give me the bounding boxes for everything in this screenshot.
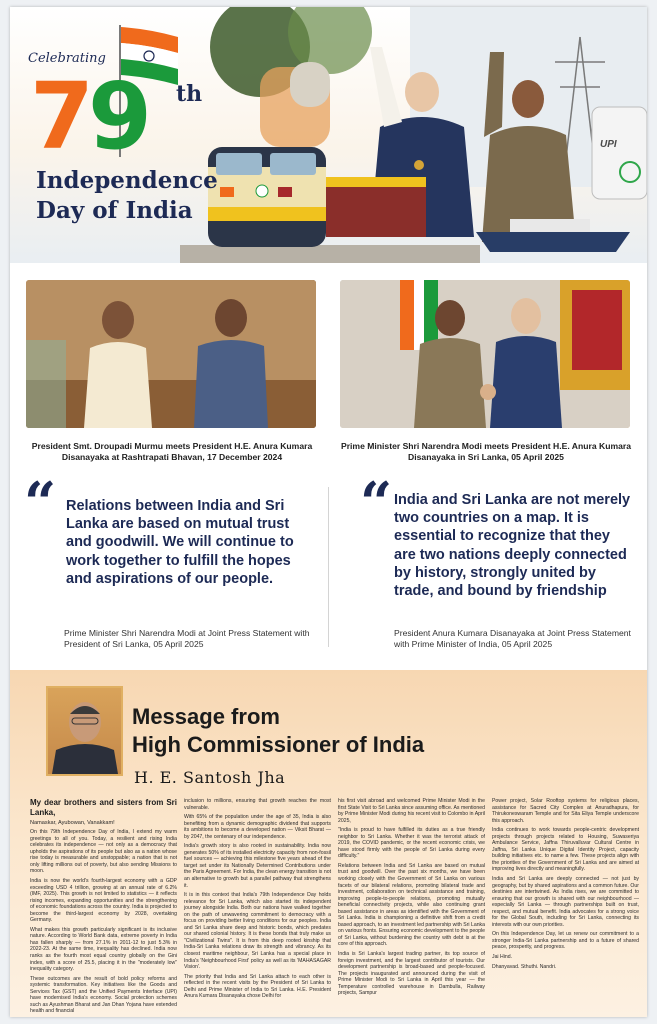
article-column: [492, 798, 639, 973]
rail-track: [180, 245, 480, 263]
leader-face: [512, 80, 544, 118]
quote-text: Relations between India and Sri Lanka are based on mutual trust and goodwill. We will continue to work together to fulfill the hopes and aspirations of our people.: [66, 498, 294, 587]
paragraph: his first visit abroad and welcomed Prime Minister Modi in the first State Visit to Sri Lanka since assuming office. As mentioned by Prime Minister Modi during his recent visit to Colombo in April 2025,: [338, 798, 485, 824]
photo-caption: Prime Minister Shri Narendra Modi meets President H.E. Anura Kumara Disanayaka in Sri Lanka, 05 April 2025: [340, 441, 632, 462]
paragraph: What makes this growth particularly significant is its inclusive nature. According to World Bank data, extreme poverty in India has fallen sharply — from 27.1% in 2011-12 to just 5.3% in 2022-23. At the same time, inequality has declined. India now ranks as the fourth most equal country globally on the Gini index, with a score of 25.5, placing it in the "moderately low" inequality category.: [30, 926, 177, 973]
photo-murmu-meeting: [26, 280, 316, 428]
sign-off: Dhanyavad. Sthuthi. Nandri.: [492, 963, 557, 970]
ship-deck: [510, 219, 590, 232]
paragraph: India is now the world's fourth-largest economy with a GDP exceeding USD 4 trillion, growing at an annual rate of 6.2% (IMF, 2025). This growth is not limited to statistics — it reflects rising incomes, expanding opportunities and the strengthening of economic foundations across the country. India is projected to become the third-largest economy by 2028, overtaking Germany.: [30, 878, 177, 924]
anniversary-number: [30, 63, 147, 170]
portrait-illustration: [48, 688, 121, 774]
article-column: [184, 798, 331, 1003]
crowd: [290, 62, 330, 107]
photo-caption: President Smt. Droupadi Murmu meets President H.E. Anura Kumara Disanayaka at Rashtrapati Bhavan, 17 December 2024: [31, 441, 313, 462]
paragraph: These outcomes are the result of bold policy reforms and systemic transformation. Key initiatives like the Goods and Services Tax (GST) and the Unified Payments Interface (UPI) have modernised India's economy. Social protection schemes such as Ayushman Bharat and Jan Dhan Yojana have extended health and financial: [30, 975, 177, 1015]
salutation: My dear brothers and sisters from Sri Lanka,: [30, 798, 177, 817]
photo-modi-meeting: [340, 280, 630, 428]
phone-icon: [592, 107, 647, 199]
digit-seven: 7: [30, 63, 89, 170]
paragraph: India's growth story is also rooted in sustainability. India now generates 50% of its installed electricity capacity from non-fossil fuel sources — achieving this milestone five years ahead of the target set under its Nationally Determined Contributions under the Paris Agreement. For India, the clean energy transition is not an alternative to growth but a parallel pathway that strengthens it.: [184, 843, 331, 889]
column-divider: [328, 487, 329, 647]
upi-logo: UPI: [600, 139, 617, 150]
digit-nine: 9: [88, 63, 147, 170]
medal-icon: [414, 160, 424, 170]
hero-banner: [10, 7, 647, 263]
celebrating-label: Celebrating: [28, 51, 106, 66]
quote-attribution: President Anura Kumara Disanayaka at Joint Press Statement with Prime Minister of India, 05 April 2025: [394, 628, 631, 649]
message-title: High Commissioner of India: [132, 732, 425, 757]
paragraph: On this 79th Independence Day of India, I extend my warm greetings to all of you. Today, a resilient and rising India celebrates its independence — not only as a democracy that upholds the aspirations of its people but also as a nation whose rise today is measurable and unstoppable; a nation that is not only lifting millions out of poverty, but also sending Missions to moon.: [30, 829, 177, 875]
quote-mark-icon: “: [360, 470, 393, 536]
paragraph: It is in this context that India's 79th Independence Day holds relevance for Sri Lanka, which also started its independent journey alongside India. Both our nations have walked together on the path of unwavering commitment to democracy with a focus on providing better living conditions for our peoples. India and Sri Lanka share deep and historic bonds, which predates our shared colonial history. It is these bonds that truly make us "Civilizational Twins". It is from this deep rooted kinship that India-Sri Lanka relations draw its strength and vibrancy. As its closest maritime neighbour, Sri Lanka has a special place in India's 'Neighbourhood First' policy as well as its 'MAHASAGAR Vision'.: [184, 892, 331, 971]
paragraph: India is Sri Lanka's largest trading partner, its top source of foreign investment, and the largest contributor of tourists. Our development partnership is broad-based and people-focused. The projects inaugurated and announced during the visit of Prime Minister Modi to Sri Lanka in April this year — the Temperature controlled warehouse in Dambulla, Railway projects, Sampur: [338, 951, 485, 997]
ordinal-suffix: th: [176, 81, 203, 107]
paragraph: Relations between India and Sri Lanka are based on mutual trust and goodwill. Over the past six months, we have been working closely with the Government of Sri Lanka on various facets of our bilateral relations, promoting bilateral trade and investment, collaboration on technical assistance and training, improving people-to-people relations, promoting mutually beneficial connectivity projects, while also continuing grant based assistance in areas as identified with the Government of Sri Lanka. India is championing a definitive shift from a credit based approach, to an investment led partnership with Sri Lanka on various fronts. Ensuring economic development to the people of Sri Lanka, without burdening the country with debt is at the core of this approach.: [338, 862, 485, 948]
paragraph: "India is proud to have fulfilled its duties as a true friendly neighbor to Sri Lanka. Whether it was the terrorist attack of 2019, the COVID pandemic, or the recent economic crisis, we have stood firmly with the people of Sri Lanka during every difficulty.": [338, 827, 485, 860]
leader-face: [405, 72, 439, 112]
paragraph: The priority that India and Sri Lanka attach to each other is reflected in the recent visits by the President of Sri Lanka to Delhi and Prime Minister of India to Sri Lanka. H.E. President Anura Kumara Disanayaka chose Delhi for: [184, 973, 331, 1000]
paragraph: India and Sri Lanka are deeply connected — not just by geography, but by shared aspirations and a common future. Our destinies are intertwined. As India rises, we are committed to ensuring that our growth is shared with our neighbourhood — especially Sri Lanka — through partnerships built on trust, respect, and mutual benefit. India advocates for a strong voice for the Global South, including for Sri Lanka, connecting its interests with our own priorities.: [492, 876, 639, 928]
hero-title-line1: Independence: [36, 167, 218, 194]
message-title: Message from: [132, 704, 280, 729]
quote-text: India and Sri Lanka are not merely two countries on a map. It is essential to recognize that they are two nations deeply connected by history, strongly united by trade, and bound by friendship: [394, 492, 631, 600]
message-section: [10, 670, 647, 1017]
high-commissioner-name: H. E. Santosh Jha: [134, 768, 286, 787]
quote-mark-icon: “: [24, 470, 57, 536]
sign-off: Jai Hind.: [492, 954, 513, 961]
article-column: [30, 798, 177, 1017]
quote-attribution: Prime Minister Shri Narendra Modi at Joint Press Statement with President of Sri Lanka, 05 April 2025: [64, 628, 310, 649]
hero-title-line2: Day of India: [36, 197, 193, 224]
paragraph: With 65% of the population under the age of 35, India is also benefiting from a dynamic demographic dividend that supports its ambitions to become a developed nation — Viksit Bharat — by 2047, the centenary of our independence.: [184, 814, 331, 840]
paragraph: On this Independence Day, let us renew our commitment to a stronger India-Sri Lanka partnership and to a future of shared peace, prosperity, and progress.: [492, 931, 639, 951]
photo-illustration: [340, 280, 630, 428]
photo-illustration: [26, 280, 316, 428]
ship-icon: [476, 232, 630, 252]
high-commissioner-portrait: [46, 686, 123, 776]
newspaper-page: [10, 7, 647, 1017]
greeting: Namaskar, Ayubowan, Vanakkam!: [30, 820, 115, 827]
paragraph: Power project, Solar Rooftop systems for religious places, assistance for Sacred City Complex at Anuradhapura, for Thirukoneswaram Temple and for Sita Eliya Temple underscore this approach.: [492, 798, 639, 824]
article-column: [338, 798, 485, 1000]
raised-arm: [370, 47, 402, 127]
paragraph: India continues to work towards people-centric development projects through projects related to Housing, Suwaseriya Ambulance Service, Jaffna Thiruvalluvar Cultural Centre in Jaffna, Sri Lanka Unique Digital Identity Project, capacity building initiatives etc. to name a few. These projects align with the priorities of the Government of Sri Lanka and are aimed at improving lives directly and meaningfully.: [492, 827, 639, 873]
paragraph: inclusion to millions, ensuring that growth reaches the most vulnerable.: [184, 798, 331, 811]
